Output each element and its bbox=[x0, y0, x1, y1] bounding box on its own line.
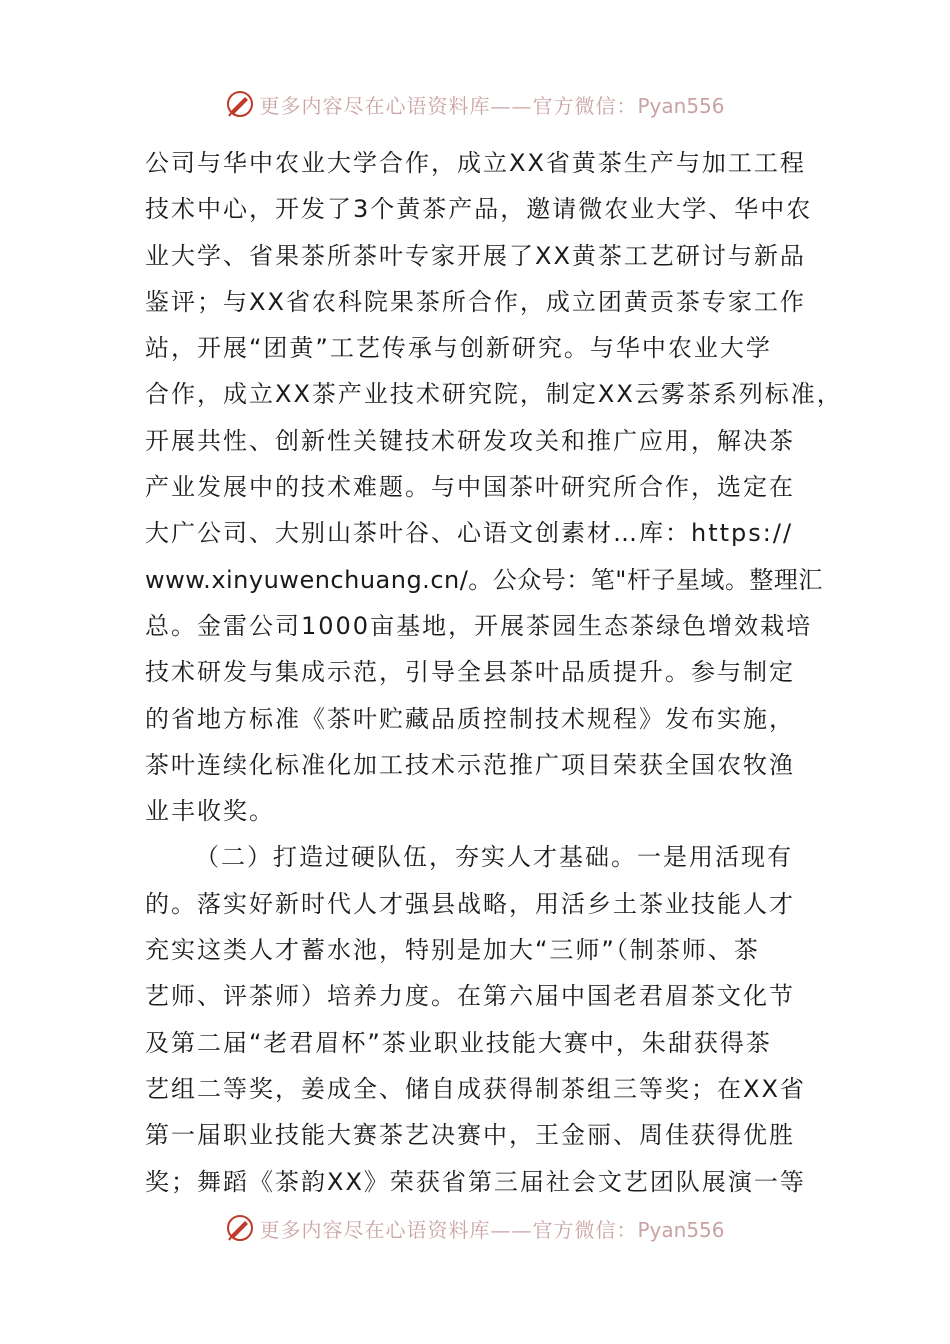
header-watermark bbox=[0, 84, 950, 124]
text-line: 充实这类人才蓄水池，特别是加大“三师”（制茶师、茶 bbox=[145, 936, 760, 965]
pen-logo-icon bbox=[225, 1213, 255, 1243]
text-line: 大广公司、大别山茶叶谷、心语文创素材…库：https:// bbox=[145, 519, 794, 548]
document-body bbox=[145, 140, 843, 1205]
footer-watermark bbox=[0, 1208, 950, 1248]
text-line-url: www.xinyuwenchuang.cn/。公众号：笔"杆子星域。整理汇 bbox=[145, 565, 823, 594]
text-line: 业丰收奖。 bbox=[145, 797, 275, 826]
text-line: 的。落实好新时代人才强县战略，用活乡土茶业技能人才 bbox=[145, 889, 795, 918]
pen-logo-icon bbox=[225, 89, 255, 119]
text-line: 艺组二等奖，姜成全、储自成获得制茶组三等奖；在XX省 bbox=[145, 1074, 806, 1103]
text-line: 技术研发与集成示范，引导全县茶叶品质提升。参与制定 bbox=[145, 658, 795, 687]
text-line: 产业发展中的技术难题。与中国茶叶研究所合作，选定在 bbox=[145, 473, 795, 502]
text-line: 公司与华中农业大学合作，成立XX省黄茶生产与加工工程 bbox=[145, 149, 806, 177]
text-line: 及第二届“老君眉杯”茶业职业技能大赛中，朱甜获得茶 bbox=[145, 1028, 772, 1057]
text-line: 艺师、评茶师）培养力度。在第六届中国老君眉茶文化节 bbox=[145, 982, 795, 1011]
text-line: 开展共性、创新性关键技术研发攻关和推广应用，解决茶 bbox=[145, 426, 795, 455]
watermark-text: 更多内容尽在心语资料库——官方微信：Pyan556 bbox=[259, 1217, 725, 1242]
text-line: 第一届职业技能大赛茶艺决赛中，王金丽、周佳获得优胜 bbox=[145, 1121, 795, 1150]
text-line: 的省地方标准《茶叶贮藏品质控制技术规程》发布实施， bbox=[145, 704, 795, 733]
watermark-text: 更多内容尽在心语资料库——官方微信：Pyan556 bbox=[259, 93, 725, 118]
text-line: 茶叶连续化标准化加工技术示范推广项目荣获全国农牧渔 bbox=[145, 750, 795, 779]
text-line: 合作，成立XX茶产业技术研究院，制定XX云雾茶系列标准， bbox=[145, 380, 843, 409]
text-line: 业大学、省果茶所茶叶专家开展了XX黄茶工艺研讨与新品 bbox=[145, 241, 806, 270]
text-line: 鉴评；与XX省农科院果茶所合作，成立团黄贡茶专家工作 bbox=[145, 287, 806, 316]
text-line: 技术中心，开发了3个黄茶产品，邀请微农业大学、华中农 bbox=[145, 195, 813, 224]
section-heading-line: （二）打造过硬队伍，夯实人才基础。一是用活现有 bbox=[195, 843, 793, 872]
text-line: 奖；舞蹈《茶韵XX》荣获省第三届社会文艺团队展演一等 bbox=[145, 1167, 806, 1196]
text-line: 站，开展“团黄”工艺传承与创新研究。与华中农业大学 bbox=[145, 334, 772, 363]
text-line: 总。金雷公司1000亩基地，开展茶园生态茶绿色增效栽培 bbox=[145, 611, 813, 640]
